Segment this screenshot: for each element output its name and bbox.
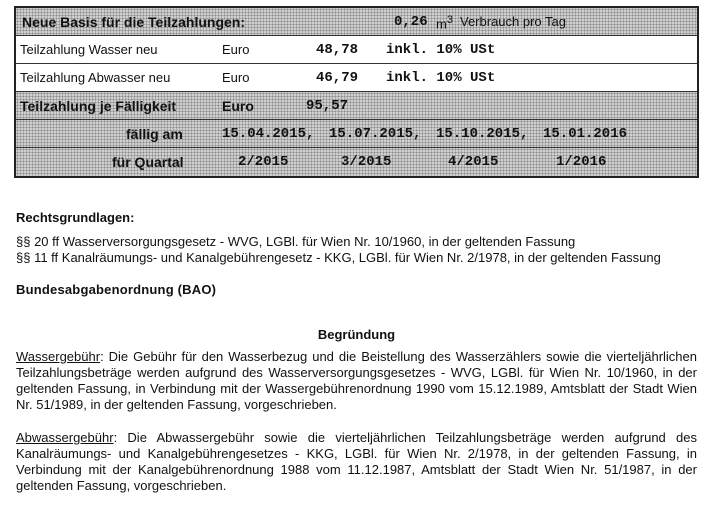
due-date: 15.07.2015, [329, 126, 422, 142]
due-dates-row [16, 120, 697, 148]
quarter-value: 2/2015 [238, 154, 289, 170]
quarter-label: für Quartal [112, 154, 184, 170]
table-header-row [16, 8, 697, 36]
consumption-value: 0,26 [394, 14, 428, 30]
legal-line-bao: Bundesabgabenordnung (BAO) [16, 282, 217, 297]
installment-table [14, 6, 699, 178]
total-currency: Euro [222, 98, 254, 114]
reason-paragraph-water [16, 349, 697, 413]
legal-heading: Rechtsgrundlagen: [16, 210, 135, 225]
reasons-heading: Begründung [317, 327, 396, 342]
consumption-note: Verbrauch pro Tag [460, 14, 566, 29]
quarter-value: 3/2015 [341, 154, 392, 170]
row-currency: Euro [222, 70, 250, 85]
row-amount: 48,78 [316, 42, 359, 58]
quarter-value: 1/2016 [556, 154, 607, 170]
legal-line-kkg: §§ 11 ff Kanalräumungs- und Kanalgebührengesetz - KKG, LGBl. für Wien Nr. 2/1978, in der geltenden Fassung [16, 250, 661, 265]
row-tax: inkl. 10% USt [386, 70, 496, 86]
row-label: Teilzahlung Wasser neu [20, 42, 158, 57]
due-date: 15.10.2015, [436, 126, 529, 142]
total-row [16, 92, 697, 120]
quarter-value: 4/2015 [448, 154, 499, 170]
row-currency: Euro [222, 42, 250, 57]
wastewater-fee-text: : Die Abwassergebühr sowie die vierteljährlichen Teilzahlungsbeträge werden aufgrund des Kanalräumungs- und Kanalgebührengesetzes - KKG, LGBl. für Wien Nr. 2/1978, in der geltenden Fassung, in Verbindung mit der Kanalgebührenordnung 1988 vom 11.12.1987, Amtsblatt der Stadt Wien Nr. 51/1987, in der geltenden Fassung, vorgeschrieben. [16, 430, 697, 493]
total-label: Teilzahlung je Fälligkeit [20, 98, 177, 114]
table-row [16, 36, 697, 64]
due-date: 15.01.2016 [543, 126, 628, 142]
wastewater-fee-label: Abwassergebühr [16, 430, 114, 445]
total-amount: 95,57 [306, 98, 349, 114]
water-fee-text: : Die Gebühr für den Wasserbezug und die Beistellung des Wasserzählers sowie die vierteljährlichen Teilzahlungsbeträge werden aufgrund des Wasserversorgungsgesetzes - WVG, LGBl. für Wien Nr. 10/1960, in der geltenden Fassung, in Verbindung mit der Wassergebührenordnung 1990 vom 15.12.1989, Amtsblatt der Stadt Wien Nr. 51/1989, in der geltenden Fassung, vorgeschrieben. [16, 349, 697, 412]
reason-paragraph-wastewater [16, 430, 697, 494]
due-label: fällig am [126, 126, 183, 142]
consumption-unit: $m^3$ [436, 14, 453, 32]
legal-line-wvg: §§ 20 ff Wasserversorgungsgesetz - WVG, LGBl. für Wien Nr. 10/1960, in der geltenden Fassung [16, 234, 576, 249]
table-row [16, 64, 697, 92]
due-date: 15.04.2015, [222, 126, 315, 142]
row-amount: 46,79 [316, 70, 359, 86]
quarter-row [16, 148, 697, 176]
row-label: Teilzahlung Abwasser neu [20, 70, 171, 85]
row-tax: inkl. 10% USt [386, 42, 496, 58]
header-title: Neue Basis für die Teilzahlungen: [22, 14, 246, 30]
water-fee-label: Wassergebühr [16, 349, 101, 364]
